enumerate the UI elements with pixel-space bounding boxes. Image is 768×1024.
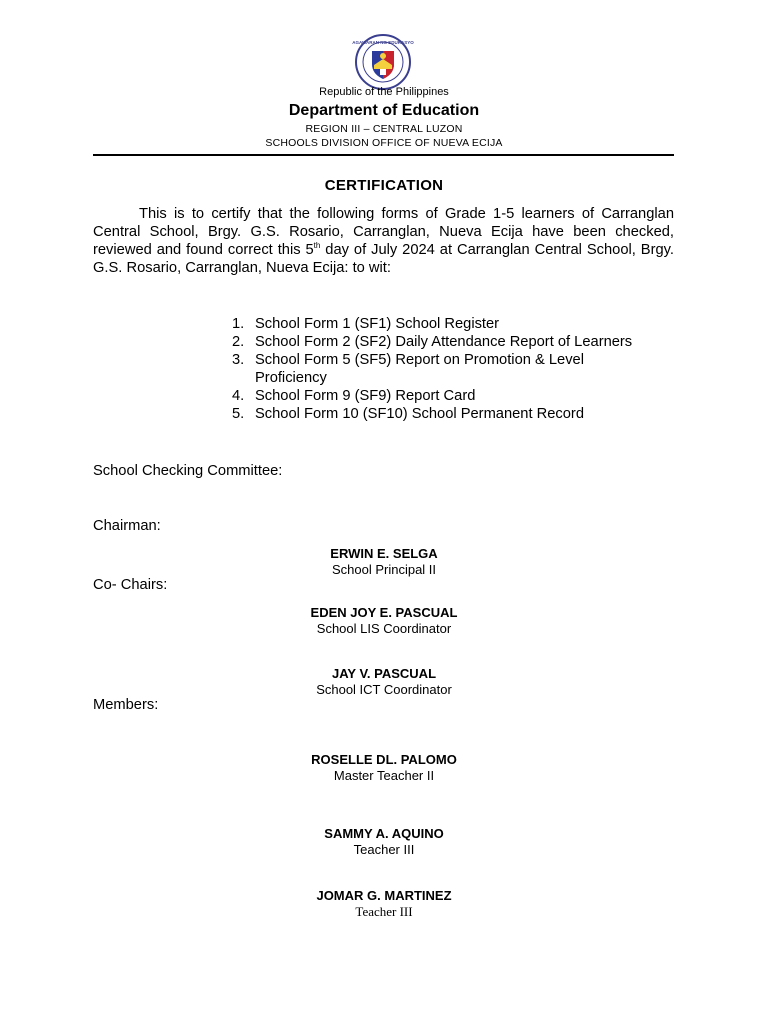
signatory-position: School ICT Coordinator bbox=[316, 682, 452, 697]
seal-text: KAGAWARAN NG EDUKASYON bbox=[352, 40, 414, 45]
members-label: Members: bbox=[93, 697, 159, 713]
list-number: 3. bbox=[232, 352, 245, 368]
list-text: School Form 9 (SF9) Report Card bbox=[255, 388, 476, 404]
list-item bbox=[232, 333, 665, 351]
signatory-position: Master Teacher II bbox=[333, 768, 435, 783]
certification-paragraph bbox=[93, 205, 674, 277]
list-number: 1. bbox=[232, 316, 245, 332]
deped-seal-logo bbox=[352, 34, 414, 90]
header-divider bbox=[93, 154, 674, 156]
committee-heading: School Checking Committee: bbox=[93, 463, 283, 479]
list-text: School Form 1 (SF1) School Register bbox=[255, 316, 500, 332]
cochairs-label: Co- Chairs: bbox=[93, 577, 168, 593]
paragraph-part-2: day of July 2024 at Carranglan Central School, Brgy. G.S. Rosario, Carranglan, Nueva Ecija: to wit: bbox=[93, 242, 674, 276]
paragraph-part-1: This is to certify that the following forms of Grade 1-5 learners of Carranglan Central School, Brgy. G.S. Rosario, Carranglan, Nueva Ecija have been checked, reviewed and found correct this 5 bbox=[93, 206, 674, 258]
certification-title: CERTIFICATION bbox=[324, 177, 444, 194]
signatory-name: EDEN JOY E. PASCUAL bbox=[310, 605, 458, 620]
list-text: School Form 10 (SF10) School Permanent Record bbox=[255, 406, 584, 422]
list-item bbox=[232, 351, 665, 387]
signatory-position: School Principal II bbox=[331, 562, 437, 577]
signatory-position: Teacher III bbox=[355, 904, 413, 919]
signatory-position: Teacher III bbox=[353, 842, 415, 857]
list-item bbox=[232, 405, 665, 423]
list-text: School Form 2 (SF2) Daily Attendance Report of Learners bbox=[255, 334, 633, 350]
department-title: Department of Education bbox=[288, 102, 480, 119]
signatory-name: ERWIN E. SELGA bbox=[330, 546, 438, 561]
list-number: 5. bbox=[232, 406, 245, 422]
list-number: 4. bbox=[232, 388, 245, 404]
list-number: 2. bbox=[232, 334, 245, 350]
forms-list bbox=[232, 315, 665, 423]
chairman-label: Chairman: bbox=[93, 518, 161, 534]
signatory-name: JAY V. PASCUAL bbox=[331, 666, 437, 681]
list-text: School Form 5 (SF5) Report on Promotion & Level Proficiency bbox=[255, 352, 584, 386]
list-item bbox=[232, 315, 665, 333]
signatory-name: ROSELLE DL. PALOMO bbox=[311, 752, 457, 767]
day-ordinal-suffix: th bbox=[313, 241, 321, 250]
signatory-name: SAMMY A. AQUINO bbox=[324, 826, 444, 841]
country-line: Republic of the Philippines bbox=[319, 86, 449, 98]
division-line: SCHOOLS DIVISION OFFICE OF NUEVA ECIJA bbox=[265, 137, 503, 149]
list-item bbox=[232, 387, 665, 405]
region-line: REGION III – CENTRAL LUZON bbox=[305, 123, 463, 135]
signatory-position: School LIS Coordinator bbox=[316, 621, 452, 636]
signatory-name: JOMAR G. MARTINEZ bbox=[316, 888, 452, 903]
